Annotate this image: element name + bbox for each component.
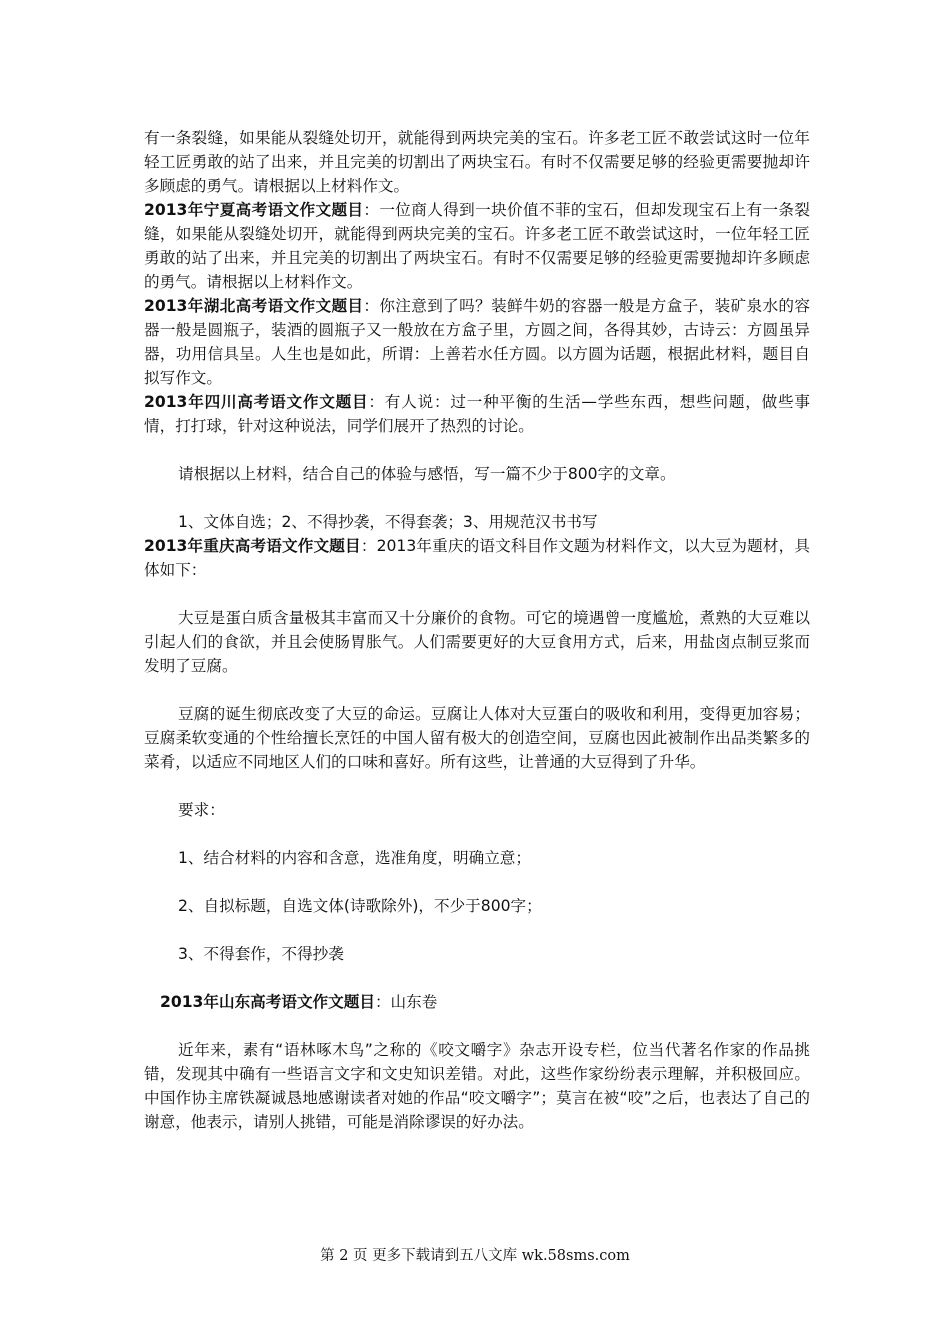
text-hubei: ：你注意到了吗？装鲜牛奶的容器一般是方盒子，装矿泉水的容器一般是圆瓶子，装酒的圆瓶子又一般放在方盒子里，方圆之间，各得其妙，古诗云：方圆虽异器，功用信具呈。人生也是如此，所谓：上善若水任方圆。以方圆为话题，根据此材料，题目自拟写作文。 xyxy=(144,297,810,387)
heading-shandong: 2013年山东高考语文作文题目 xyxy=(160,993,375,1011)
paragraph-shandong xyxy=(144,990,810,1014)
text-ningxia: ：一位商人得到一块价值不菲的宝石，但却发现宝石上有一条裂缝，如果能从裂缝处切开，就能得到两块完美的宝石。许多老工匠不敢尝试这时，一位年轻工匠勇敢的站了出来，并且完美的切割出了两块宝石。有时不仅需要足够的经验更需要抛却许多顾虑的勇气。请根据以上材料作文。 xyxy=(144,201,810,291)
soybean-paragraph-2: 豆腐的诞生彻底改变了大豆的命运。豆腐让人体对大豆蛋白的吸收和利用，变得更加容易；豆腐柔软变通的个性给擅长烹饪的中国人留有极大的创造空间，豆腐也因此被制作出品类繁多的菜肴，以适应不同地区人们的口味和喜好。所有这些，让普通的大豆得到了升华。 xyxy=(144,705,810,771)
heading-ningxia: 2013年宁夏高考语文作文题目 xyxy=(144,201,364,219)
requirement-2: 2、自拟标题，自选文体(诗歌除外)，不少于800字； xyxy=(178,897,542,915)
text-shandong: ：山东卷 xyxy=(374,993,438,1011)
paragraph-hubei xyxy=(144,294,810,390)
paragraph-ningxia xyxy=(144,198,810,294)
soybean-paragraph-1: 大豆是蛋白质含量极其丰富而又十分廉价的食物。可它的境遇曾一度尴尬，煮熟的大豆难以引起人们的食欲，并且会使肠胃胀气。人们需要更好的大豆食用方式，后来，用盐卤点制豆浆而发明了豆腐。 xyxy=(144,609,810,675)
paragraph-chongqing xyxy=(144,534,810,582)
requirements-label: 要求： xyxy=(178,801,225,819)
sichuan-rules: 1、文体自选；2、不得抄袭，不得套袭；3、用规范汉书书写 xyxy=(178,513,598,531)
text-chongqing: ：2013年重庆的语文科目作文题为材料作文，以大豆为题材，具体如下： xyxy=(144,537,810,579)
text-sichuan: ：有人说：过一种平衡的生活—学些东西，想些问题，做些事情，打打球，针对这种说法，同学们展开了热烈的讨论。 xyxy=(144,393,810,435)
requirement-3: 3、不得套作，不得抄袭 xyxy=(178,945,344,963)
heading-hubei: 2013年湖北高考语文作文题目 xyxy=(144,297,364,315)
heading-chongqing: 2013年重庆高考语文作文题目 xyxy=(144,537,361,555)
sichuan-requirement: 请根据以上材料，结合自己的体验与感悟，写一篇不少于800字的文章。 xyxy=(178,465,676,483)
requirement-1: 1、结合材料的内容和含意，选准角度，明确立意； xyxy=(178,849,531,867)
shandong-material: 近年来，素有“语林啄木鸟”之称的《咬文嚼字》杂志开设专栏，位当代著名作家的作品挑错，发现其中确有一些语言文字和文史知识差错。对此，这些作家纷纷表示理解，并积极回应。中国作协主席铁凝诚恳地感谢读者对她的作品“咬文嚼字”；莫言在被“咬”之后，也表达了自己的谢意，他表示，请别人挑错，可能是消除谬误的好办法。 xyxy=(144,1041,810,1131)
document-body xyxy=(144,126,810,1134)
heading-sichuan: 2013年四川高考语文作文题目 xyxy=(144,393,369,411)
paragraph-continued: 有一条裂缝，如果能从裂缝处切开，就能得到两块完美的宝石。许多老工匠不敢尝试这时一位年轻工匠勇敢的站了出来，并且完美的切割出了两块宝石。有时不仅需要足够的经验更需要抛却许多顾虑的勇气。请根据以上材料作文。 xyxy=(144,129,810,195)
paragraph-sichuan xyxy=(144,390,810,438)
page-footer: 第 2 页 更多下载请到五八文库 wk.58sms.com xyxy=(320,1248,630,1264)
